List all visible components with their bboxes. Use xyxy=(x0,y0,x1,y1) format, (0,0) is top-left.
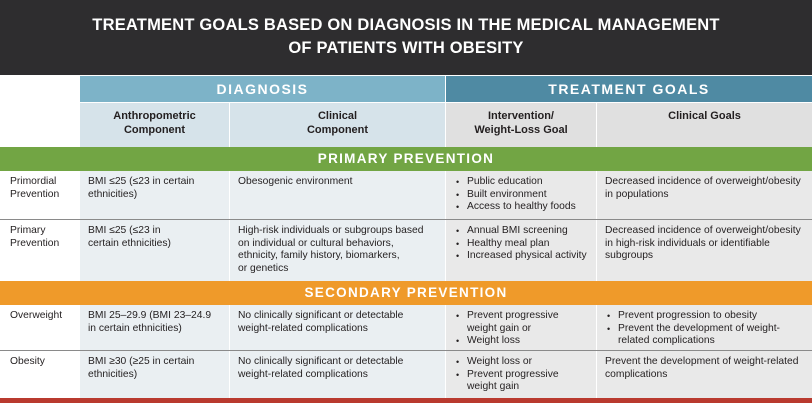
bullet-line: • Prevent progressive xyxy=(467,368,559,380)
title-line-1: TREATMENT GOALS BASED ON DIAGNOSIS IN THE MEDICAL MANAGEMENT xyxy=(92,16,720,34)
bullet-list xyxy=(605,310,806,348)
bullet-line: related complications xyxy=(618,335,715,346)
cell-line: ethnicities) xyxy=(88,368,138,380)
cell-line: weight-related complications xyxy=(238,322,368,334)
cell-line: weight-related complications xyxy=(238,368,368,380)
cell-anthropometric xyxy=(80,305,229,350)
row-label-line: Prevention xyxy=(10,188,60,200)
header-line: Clinical xyxy=(317,110,358,122)
cell-line: High-risk individuals or subgroups based xyxy=(238,225,424,236)
cell-clinical xyxy=(230,305,445,350)
bullet-item xyxy=(454,369,590,394)
bullet-list xyxy=(454,356,590,394)
bullet-item: • Public education xyxy=(454,176,590,189)
treatment-goals-group-header: TREATMENT GOALS xyxy=(446,76,812,102)
cell-anthropometric xyxy=(80,351,229,398)
cell-anthropometric xyxy=(80,171,229,219)
cell-line: ethnicity, family history, biomarkers, xyxy=(238,250,400,261)
bullet-list xyxy=(454,225,590,263)
cell-anthropometric xyxy=(80,220,229,281)
cell-intervention xyxy=(446,171,596,219)
cell-clinical-goals xyxy=(597,171,812,219)
cell-clinical-goals xyxy=(597,351,812,398)
cell-intervention xyxy=(446,305,596,350)
bullet-item xyxy=(454,310,590,335)
cell-intervention xyxy=(446,220,596,281)
cell-line: Prevent the development of weight-related xyxy=(605,356,799,367)
row-label-primary xyxy=(0,220,80,281)
cell-line: BMI ≥30 (≥25 in certain xyxy=(88,356,195,367)
cell-line: No clinically significant or detectable xyxy=(238,310,404,321)
bullet-item: • Built environment xyxy=(454,189,590,202)
cell-line: in populations xyxy=(605,188,669,200)
cell-line: or genetics xyxy=(238,262,289,274)
row-label-line: Primordial xyxy=(10,176,57,187)
bullet-line: • Prevent the development of weight- xyxy=(618,322,780,334)
cell-line: BMI 25–29.9 (BMI 23–24.9 xyxy=(88,310,212,321)
bullet-line: weight gain xyxy=(467,381,520,392)
header-line: Intervention/ xyxy=(487,110,554,122)
bullet-line: • Prevent progression to obesity xyxy=(618,310,758,321)
cell-clinical xyxy=(230,171,445,219)
cell-line: complications xyxy=(605,368,668,380)
row-label-obesity xyxy=(0,351,80,398)
cell-clinical xyxy=(230,351,445,398)
column-header-clinical xyxy=(230,103,445,147)
header-line: Anthropometric xyxy=(113,110,196,122)
bullet-list xyxy=(454,310,590,348)
row-label-line: Overweight xyxy=(10,310,63,321)
bottom-rule xyxy=(0,398,812,403)
cell-line: on individual or cultural behaviors, xyxy=(238,237,394,249)
cell-line: certain ethnicities) xyxy=(88,237,171,249)
bullet-item: • Access to healthy foods xyxy=(454,201,590,214)
row-label-line: Prevention xyxy=(10,237,60,249)
bullet-item xyxy=(454,356,590,369)
bullet-item xyxy=(454,335,590,348)
bullet-line: • Weight loss xyxy=(467,335,521,346)
cell-clinical-goals xyxy=(597,220,812,281)
bullet-item: • Annual BMI screening xyxy=(454,225,590,238)
bullet-item xyxy=(605,310,806,323)
header-line: Clinical Goals xyxy=(668,110,741,122)
bullet-list xyxy=(454,176,590,214)
bullet-line: • Weight loss or xyxy=(467,356,533,367)
cell-clinical xyxy=(230,220,445,281)
cell-clinical-goals xyxy=(597,305,812,350)
header-line: Component xyxy=(123,124,186,136)
cell-line: in high-risk individuals or identifiable xyxy=(605,237,770,249)
bullet-item: • Healthy meal plan xyxy=(454,238,590,251)
table-title xyxy=(0,0,812,75)
column-header-clinical-goals xyxy=(597,103,812,147)
cell-line: Decreased incidence of overweight/obesity xyxy=(605,225,801,236)
header-line: Component xyxy=(306,124,369,136)
diagnosis-group-header: DIAGNOSIS xyxy=(80,76,445,102)
primary-prevention-band: PRIMARY PREVENTION xyxy=(0,147,812,171)
column-header-anthropometric xyxy=(80,103,229,147)
cell-line: BMI ≤25 (≤23 in xyxy=(88,225,161,236)
cell-intervention xyxy=(446,351,596,398)
bullet-item xyxy=(605,323,806,348)
cell-line: Decreased incidence of overweight/obesity xyxy=(605,176,801,187)
row-label-line: Obesity xyxy=(10,356,45,367)
bullet-line: • Prevent progressive xyxy=(467,310,559,321)
row-label-line: Primary xyxy=(10,225,46,236)
cell-line: Obesogenic environment xyxy=(238,176,353,187)
header-line: Weight-Loss Goal xyxy=(474,124,568,136)
bullet-item: • Increased physical activity xyxy=(454,250,590,263)
cell-line: No clinically significant or detectable xyxy=(238,356,404,367)
row-label-overweight xyxy=(0,305,80,350)
title-line-2: OF PATIENTS WITH OBESITY xyxy=(288,39,524,57)
row-label-primordial xyxy=(0,171,80,219)
cell-line: BMI ≤25 (≤23 in certain xyxy=(88,176,195,187)
bullet-line: weight gain or xyxy=(467,322,532,334)
column-header-intervention xyxy=(446,103,596,147)
cell-line: ethnicities) xyxy=(88,188,138,200)
cell-line: in certain ethnicities) xyxy=(88,322,182,334)
secondary-prevention-band: SECONDARY PREVENTION xyxy=(0,281,812,305)
cell-line: subgroups xyxy=(605,250,654,261)
